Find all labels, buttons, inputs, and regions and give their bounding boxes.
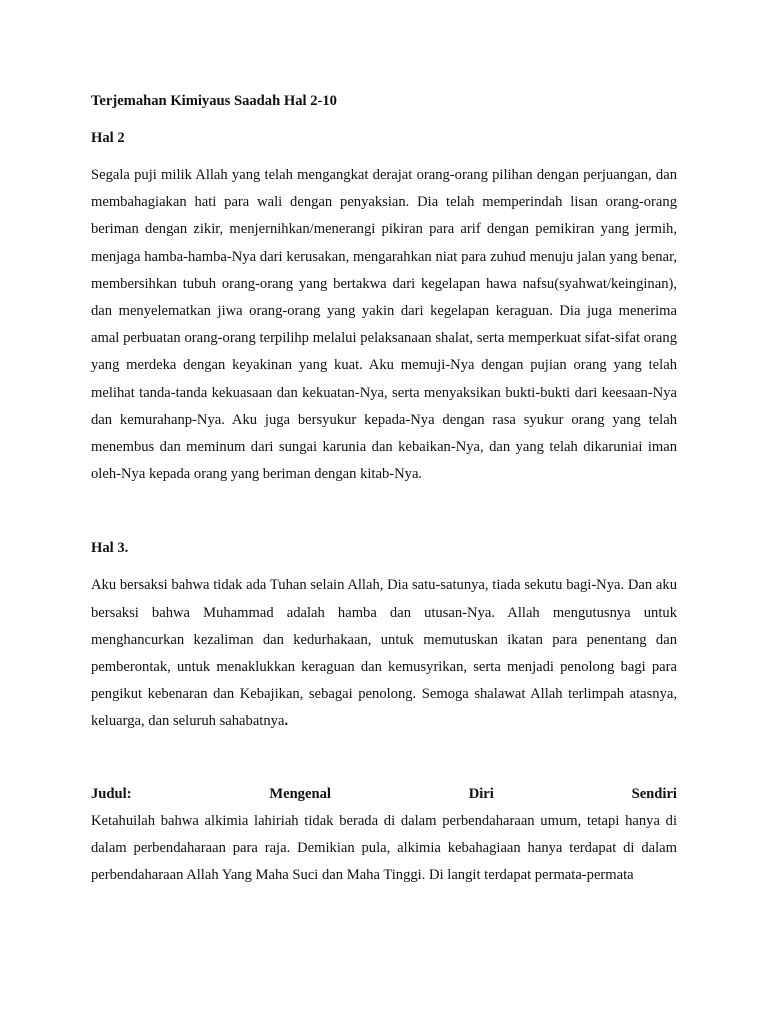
judul-word-2: Diri xyxy=(468,785,494,802)
document-content xyxy=(91,88,677,889)
section-heading-hal-3: Hal 3. xyxy=(91,540,129,557)
judul-word-3: Sendiri xyxy=(631,785,677,802)
section-heading-hal-2: Hal 2 xyxy=(91,130,125,146)
judul-word-1: Mengenal xyxy=(269,785,331,802)
section-paragraph-hal-2: Segala puji milik Allah yang telah mengangkat derajat orang-orang pilihan dengan perjuangan, dan membahagiakan hati para wali dengan penyaksian. Dia telah memperindah lisan orang-orang beriman dengan zikir, menjernihkan/menerangi pikiran para arif dengan pemikiran yang jermih, menjaga hamba-hamba-Nya dari kerusakan, mengarahkan niat para zuhud menuju jalan yang benar, membersihkan tubuh orang-orang yang bertakwa dari kegelapan hawa nafsu(syahwat/keinginan), dan menyelematkan jiwa orang-orang yang yakin dari kegelapan keraguan. Dia juga menerima amal perbuatan orang-orang terpilihp melalui pelaksanaan shalat, serta memperkuat sifat-sifat orang yang merdeka dengan keyakinan yang kuat. Aku memuji-Nya dengan pujian orang yang telah melihat tanda-tanda kekuasaan dan kekuatan-Nya, serta menyaksikan bukti-bukti dari keesaan-Nya dan kemurahanp-Nya. Aku juga bersyukur kepada-Nya dengan rasa syukur orang yang telah menembus dan meminum dari sungai karunia dan kebaikan-Nya, dan yang telah dikaruniai iman oleh-Nya kepada orang yang beriman dengan kitab-Nya. xyxy=(91,167,677,483)
section-paragraph-hal-3-text: Aku bersaksi bahwa tidak ada Tuhan selain Allah, Dia satu-satunya, tiada sekutu bagi-Nya. Dan aku bersaksi bahwa Muhammad adalah hamba dan utusan-Nya. Allah mengutusnya untuk menghancurkan kezaliman dan kedurhakaan, untuk memutuskan ikatan para penentang dan pemberontak, untuk menaklukkan keraguan dan kemusyrikan, serta menjadi penolong bagi para pengikut kebenaran dan Kebajikan, sebagai penolong. Semoga shalawat Allah terlimpah atasnya, keluarga, dan seluruh sahabatnya xyxy=(91,577,677,730)
section-paragraph-hal-3 xyxy=(91,572,677,735)
judul-word-label: Judul: xyxy=(91,785,132,802)
section-heading-judul xyxy=(91,781,677,808)
section-paragraph-hal-3-period: . xyxy=(284,713,289,730)
document-title: Terjemahan Kimiyaus Saadah Hal 2-10 xyxy=(91,93,337,109)
section-paragraph-judul: Ketahuilah bahwa alkimia lahiriah tidak berada di dalam perbendaharaan umum, tetapi hanya di dalam perbendaharaan para raja. Demikian pula, alkimia kebahagiaan hanya terdapat di dalam perbendaharaan Allah Yang Maha Suci dan Maha Tinggi. Di langit terdapat permata-permata xyxy=(91,812,677,884)
